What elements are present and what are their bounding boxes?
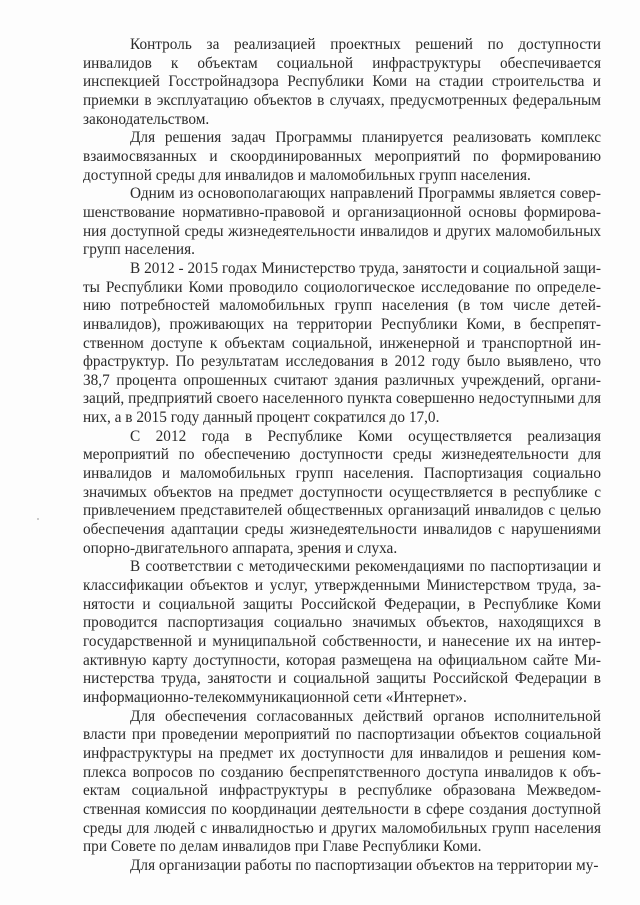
paragraph-program-directions: Одним из основополагающих направлений Программы является совершенствование нормативно-правовой и организационной основы формирования доступной среды жизнедеятельности инвалидов и других маломобильных групп населения. — [83, 185, 601, 259]
document-body — [83, 36, 601, 876]
paragraph-passportization: В соответствии с методическими рекомендациями по паспортизации и классификации объектов и услуг, утвержденными Министерством труда, занятости и социальной защиты Российской Федерации, в Республике Коми проводится паспортизация социально значимых объектов, находящихся в государственной и муниципальной собственности, и нанесение их на интерактивную карту доступности, которая размещена на официальном сайте Министерства труда, занятости и социальной защиты Российской Федерации в информационно-телекоммуникационной сети «Интернет». — [83, 558, 601, 706]
paragraph-territory-work: Для организации работы по паспортизации объектов на территории му- — [130, 856, 599, 874]
paragraph-measures-since-2012: С 2012 года в Республике Коми осуществляется реализация мероприятий по обеспечению доступности среды жизнедеятельности для инвалидов и маломобильных групп населения. Паспортизация социально значимых объектов на предмет доступности осуществляется в республике с привлечением представителей общественных организаций инвалидов с целью обеспечения адаптации среды жизнедеятельности инвалидов с нарушениями опорно-двигательного аппарата, зрения и слуха. — [83, 427, 601, 557]
paragraph-interdepartmental-commission: Для обеспечения согласованных действий органов исполнительной власти при проведении мероприятий по паспортизации объектов социальной инфраструктуры на предмет их доступности для инвалидов и решения комплекса вопросов по созданию беспрепятственного доступа инвалидов к объектам социальной инфраструктуры в республике образована Межведомственная комиссия по координации деятельности в сфере создания доступной среды для людей с инвалидностью и других маломобильных групп населения при Совете по делам инвалидов при Главе Республики Коми. — [83, 707, 601, 856]
paragraph-sociological-study: В 2012 - 2015 годах Министерство труда, занятости и социальной защиты Республики Коми проводило социологическое исследование по определению потребностей маломобильных групп населения (в том числе детей-инвалидов), проживающих на территории Республики Коми, в беспрепятственном доступе к объектам социальной, инженерной и транспортной инфраструктур. По результатам исследования в 2012 году было выявлено, что 38,7 процента опрошенных считают здания различных учреждений, организаций, предприятий своего населенного пункта совершенно недоступными для них, а в 2015 году данный процент сократился до 17,0. — [83, 259, 601, 427]
paragraph-program-tasks: Для решения задач Программы планируется реализовать комплекс взаимосвязанных и скоординированных мероприятий по формированию доступной среды для инвалидов и маломобильных групп населения. — [83, 129, 601, 184]
scan-artifact — [37, 518, 39, 520]
paragraph-accessibility-control: Контроль за реализацией проектных решений по доступности инвалидов к объектам социальной инфраструктуры обеспечивается инспекцией Госстройнадзора Республики Коми на стадии строительства и приемки в эксплуатацию объектов в случаях, предусмотренных федеральным законодательством. — [83, 36, 601, 128]
